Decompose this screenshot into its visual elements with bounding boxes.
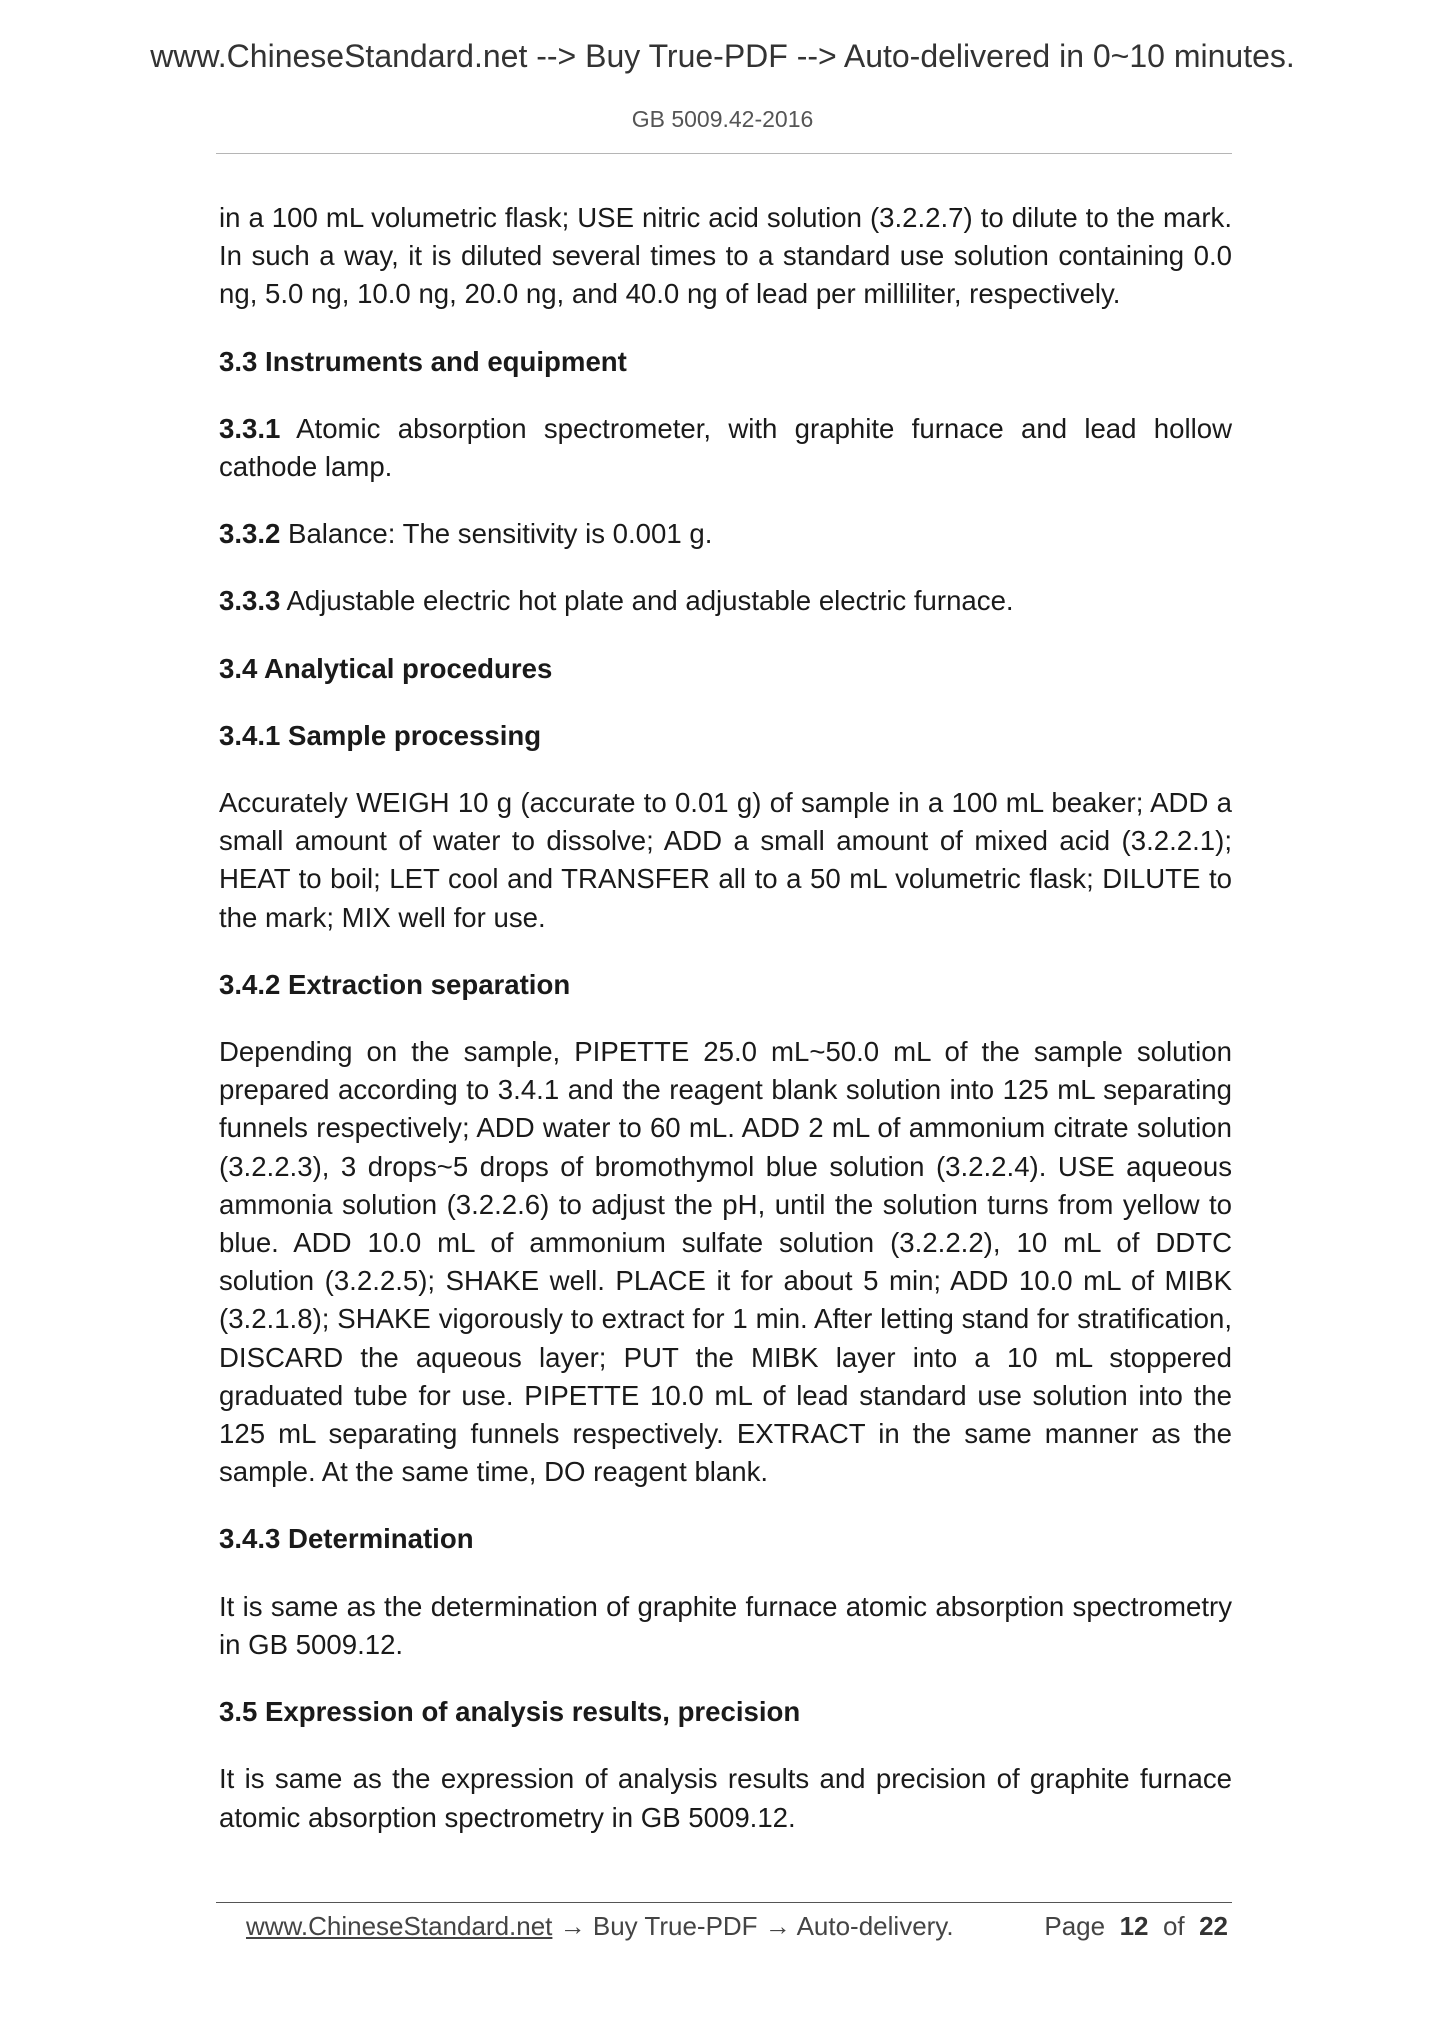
- header-divider: [216, 153, 1232, 154]
- top-banner: www.ChineseStandard.net --> Buy True-PDF --> Auto-delivered in 0~10 minutes.: [150, 38, 1295, 74]
- intro-paragraph: in a 100 mL volumetric flask; USE nitric acid solution (3.2.2.7) to dilute to the mark. In such a way, it is diluted several times to a standard use solution containing 0.0 ng, 5.0 ng, 10.0 ng, 20.0 ng, and 40.0 ng of lead per milliliter, respectively.: [219, 202, 1232, 310]
- item-3-3-2-text: Balance: The sensitivity is 0.001 g.: [280, 518, 713, 550]
- section-3-4-2-paragraph: Depending on the sample, PIPETTE 25.0 mL~50.0 mL of the sample solution prepared according to 3.4.1 and the reagent blank solution into 125 mL separating funnels respectively; ADD water to 60 mL. ADD 2 mL of ammonium citrate solution (3.2.2.3), 3 drops~5 drops of bromothymol blue solution (3.2.2.4). USE aqueous ammonia solution (3.2.2.6) to adjust the pH, until the solution turns from yellow to blue. ADD 10.0 mL of ammonium sulfate solution (3.2.2.2), 10 mL of DDTC solution (3.2.2.5); SHAKE well. PLACE it for about 5 min; ADD 10.0 mL of MIBK (3.2.1.8); SHAKE vigorously to extract for 1 min. After letting stand for stratification, DISCARD the aqueous layer; PUT the MIBK layer into a 10 mL stoppered graduated tube for use. PIPETTE 10.0 mL of lead standard use solution into the 125 mL separating funnels respectively. EXTRACT in the same manner as the sample. At the same time, DO reagent blank.: [219, 1036, 1232, 1488]
- section-3-3-heading: 3.3 Instruments and equipment: [219, 345, 627, 377]
- item-3-3-1-number: 3.3.1: [219, 412, 281, 444]
- standard-code: GB 5009.42-2016: [631, 106, 814, 132]
- section-3-4-1-heading: 3.4.1 Sample processing: [219, 719, 542, 751]
- footer-divider: [216, 1902, 1232, 1903]
- item-3-3-1: [219, 410, 1232, 486]
- item-3-3-3: [219, 582, 1232, 620]
- footer-left: [246, 1906, 954, 1946]
- item-3-3-2: [219, 515, 1232, 553]
- item-3-3-1-text: Atomic absorption spectrometer, with graphite furnace and lead hollow cathode lamp.: [219, 412, 1232, 483]
- page-label: Page: [1044, 1911, 1106, 1941]
- footer-website-link[interactable]: www.ChineseStandard.net: [246, 1911, 553, 1941]
- document-body: [219, 199, 1232, 1837]
- page-indicator: [1044, 1906, 1228, 1946]
- section-3-4-3-paragraph: It is same as the determination of graphite furnace atomic absorption spectrometry in GB 5009.12.: [219, 1590, 1232, 1660]
- section-3-4-1-paragraph: Accurately WEIGH 10 g (accurate to 0.01 g) of sample in a 100 mL beaker; ADD a small amount of water to dissolve; ADD a small amount of mixed acid (3.2.2.1); HEAT to boil; LET cool and TRANSFER all to a 50 mL volumetric flask; DILUTE to the mark; MIX well for use.: [219, 787, 1232, 933]
- of-label: of: [1162, 1911, 1185, 1941]
- section-3-4-heading: 3.4 Analytical procedures: [219, 652, 553, 684]
- item-3-3-3-number: 3.3.3: [219, 585, 281, 617]
- page-footer: [246, 1906, 1232, 1946]
- section-3-4-3-heading: 3.4.3 Determination: [219, 1523, 474, 1555]
- section-3-4-2-heading: 3.4.2 Extraction separation: [219, 968, 571, 1000]
- footer-tagline: → Buy True-PDF → Auto-delivery.: [552, 1911, 954, 1941]
- page-number: 12: [1119, 1911, 1149, 1941]
- section-3-5-heading: 3.5 Expression of analysis results, precision: [219, 1696, 801, 1728]
- page-total: 22: [1199, 1911, 1228, 1941]
- item-3-3-3-text: Adjustable electric hot plate and adjustable electric furnace.: [280, 585, 1014, 617]
- section-3-5-paragraph: It is same as the expression of analysis results and precision of graphite furnace atomic absorption spectrometry in GB 5009.12.: [219, 1763, 1232, 1833]
- item-3-3-2-number: 3.3.2: [219, 518, 281, 550]
